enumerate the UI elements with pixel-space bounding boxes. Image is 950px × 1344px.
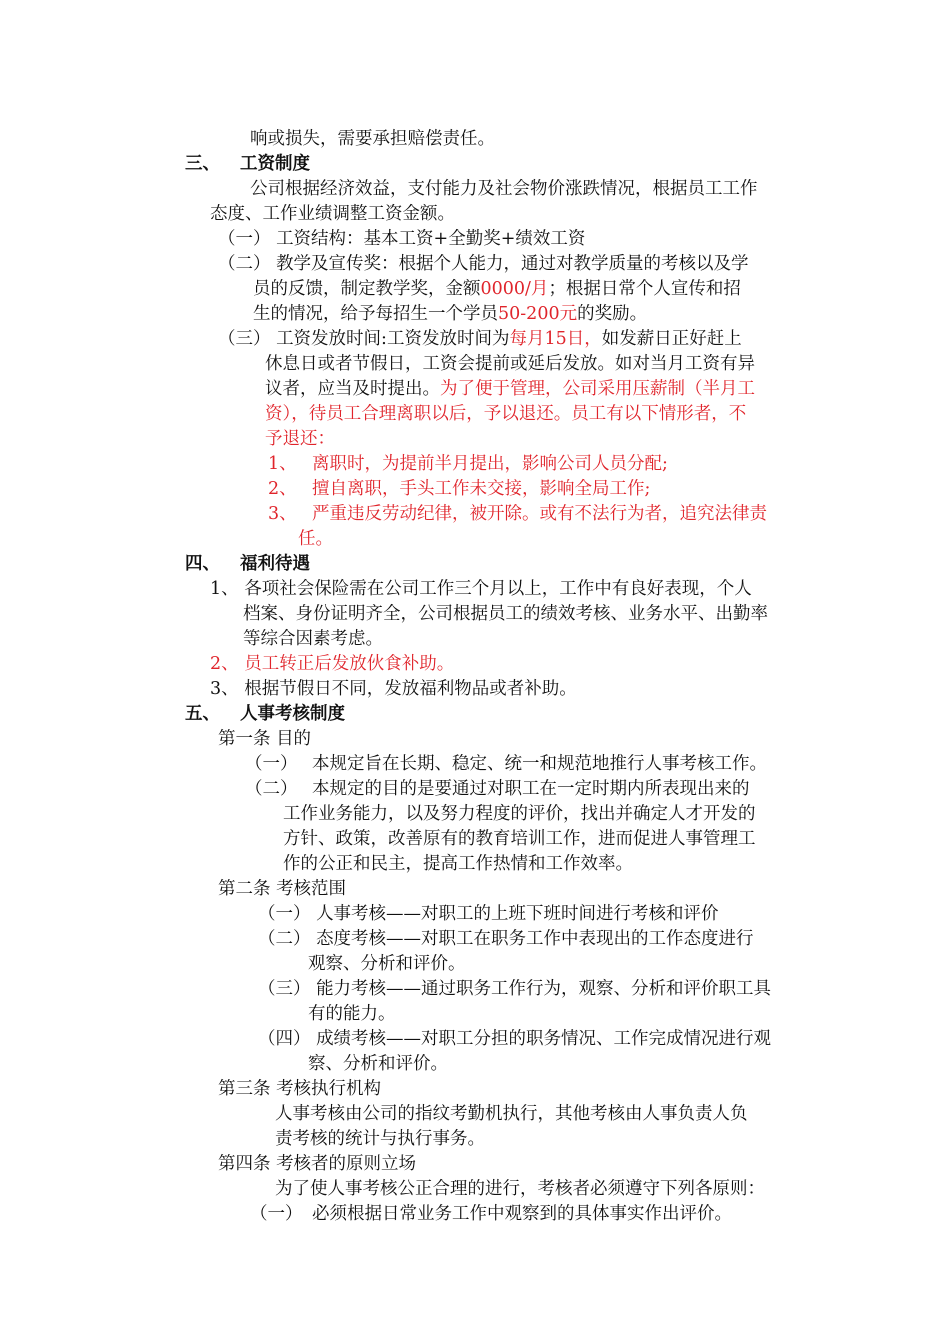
paragraph-line: 作的公正和民主，提高工作热情和工作效率。	[283, 854, 633, 874]
list-item: 必须根据日常业务工作中观察到的具体事实作出评价。	[312, 1204, 732, 1224]
list-number: 1、	[268, 454, 297, 474]
section-number: 三、	[185, 154, 220, 174]
highlight-line: 予退还：	[265, 429, 335, 449]
paragraph-line: 察、分析和评价。	[308, 1054, 448, 1074]
paragraph-line: 观察、分析和评价。	[308, 954, 466, 974]
highlight-line: 资），待员工合理离职以后，予以退还。员工有以下情形者，不	[265, 404, 747, 424]
highlight-line: 任。	[298, 529, 333, 549]
article-heading: 第四条 考核者的原则立场	[218, 1154, 417, 1174]
paragraph-line: 人事考核由公司的指纹考勤机执行，其他考核由人事负责人负	[275, 1104, 748, 1124]
list-item: （四） 成绩考核——对职工分担的职务情况、工作完成情况进行观	[258, 1029, 772, 1049]
text-run: 员的反馈，制定教学奖，金额	[253, 279, 481, 299]
article-heading: 第二条 考核范围	[218, 879, 347, 899]
section-number: 五、	[185, 704, 220, 724]
paragraph-line: 休息日或者节假日，工资会提前或延后发放。如对当月工资有异	[265, 354, 755, 374]
section-heading: 工资制度	[240, 154, 310, 174]
paragraph-line: 工作业务能力，以及努力程度的评价，找出并确定人才开发的	[283, 804, 756, 824]
section-heading: 福利待遇	[240, 554, 310, 574]
text-run: 如发薪日正好赶上	[601, 329, 742, 349]
article-heading: 第三条 考核执行机构	[218, 1079, 382, 1099]
list-item: 严重违反劳动纪律，被开除。或有不法行为者，追究法律责	[312, 504, 767, 524]
text-run: 生的情况，给予每招生一个学员	[253, 304, 498, 324]
highlight-text: 0000/月	[480, 279, 549, 299]
section-number: 四、	[185, 554, 220, 574]
list-item: 1、 各项社会保险需在公司工作三个月以上，工作中有良好表现，个人	[210, 579, 752, 599]
paragraph-line: 有的能力。	[308, 1004, 396, 1024]
list-item: （一） 工资结构：基本工资+全勤奖+绩效工资	[218, 229, 586, 249]
paragraph-line: 态度、工作业绩调整工资金额。	[210, 204, 455, 224]
list-number: 3、	[268, 504, 297, 524]
list-item: （二） 教学及宣传奖：根据个人能力，通过对教学质量的考核以及学	[218, 254, 749, 274]
list-item	[218, 327, 742, 351]
list-item: 3、 根据节假日不同，发放福利物品或者补助。	[210, 679, 577, 699]
list-number: （二）	[245, 779, 298, 799]
paragraph-line: 等综合因素考虑。	[243, 629, 383, 649]
list-number: 2、	[268, 479, 297, 499]
highlight-text: 50-200元	[498, 304, 578, 324]
list-number: （一）	[245, 754, 298, 774]
section-heading: 人事考核制度	[240, 704, 345, 724]
paragraph-line: 方针、政策，改善原有的教育培训工作，进而促进人事管理工	[283, 829, 756, 849]
paragraph-line: 档案、身份证明齐全，公司根据员工的绩效考核、业务水平、出勤率	[243, 604, 768, 624]
list-item: 离职时，为提前半月提出，影响公司人员分配;	[312, 454, 668, 474]
article-heading: 第一条 目的	[218, 729, 312, 749]
paragraph-line	[253, 277, 741, 301]
paragraph-line	[265, 377, 755, 401]
paragraph-line	[253, 302, 647, 326]
list-item: 擅自离职，手头工作未交接，影响全局工作;	[312, 479, 651, 499]
text-run: （三） 工资发放时间:工资发放时间为	[218, 329, 510, 349]
paragraph-line: 响或损失，需要承担赔偿责任。	[250, 129, 495, 149]
text-run: 议者，应当及时提出。	[265, 379, 440, 399]
list-item: （三） 能力考核——通过职务工作行为，观察、分析和评价职工具	[258, 979, 772, 999]
list-item: 本规定旨在长期、稳定、统一和规范地推行人事考核工作。	[312, 754, 767, 774]
list-item: （一） 人事考核——对职工的上班下班时间进行考核和评价	[258, 904, 719, 924]
highlight-text: 每月15日，	[509, 329, 602, 349]
list-item: （二） 态度考核——对职工在职务工作中表现出的工作态度进行	[258, 929, 754, 949]
paragraph-line: 为了使人事考核公正合理的进行，考核者必须遵守下列各原则：	[275, 1179, 765, 1199]
list-item: 2、 员工转正后发放伙食补助。	[210, 654, 455, 674]
paragraph-line: 公司根据经济效益，支付能力及社会物价涨跌情况，根据员工工作	[250, 179, 758, 199]
text-run: 的奖励。	[577, 304, 648, 324]
list-number: （一）	[250, 1204, 303, 1224]
list-item: 本规定的目的是要通过对职工在一定时期内所表现出来的	[312, 779, 750, 799]
paragraph-line: 责考核的统计与执行事务。	[275, 1129, 485, 1149]
highlight-text: 为了便于管理，公司采用压薪制（半月工	[440, 379, 755, 399]
text-run: ；根据日常个人宣传和招	[548, 279, 741, 299]
